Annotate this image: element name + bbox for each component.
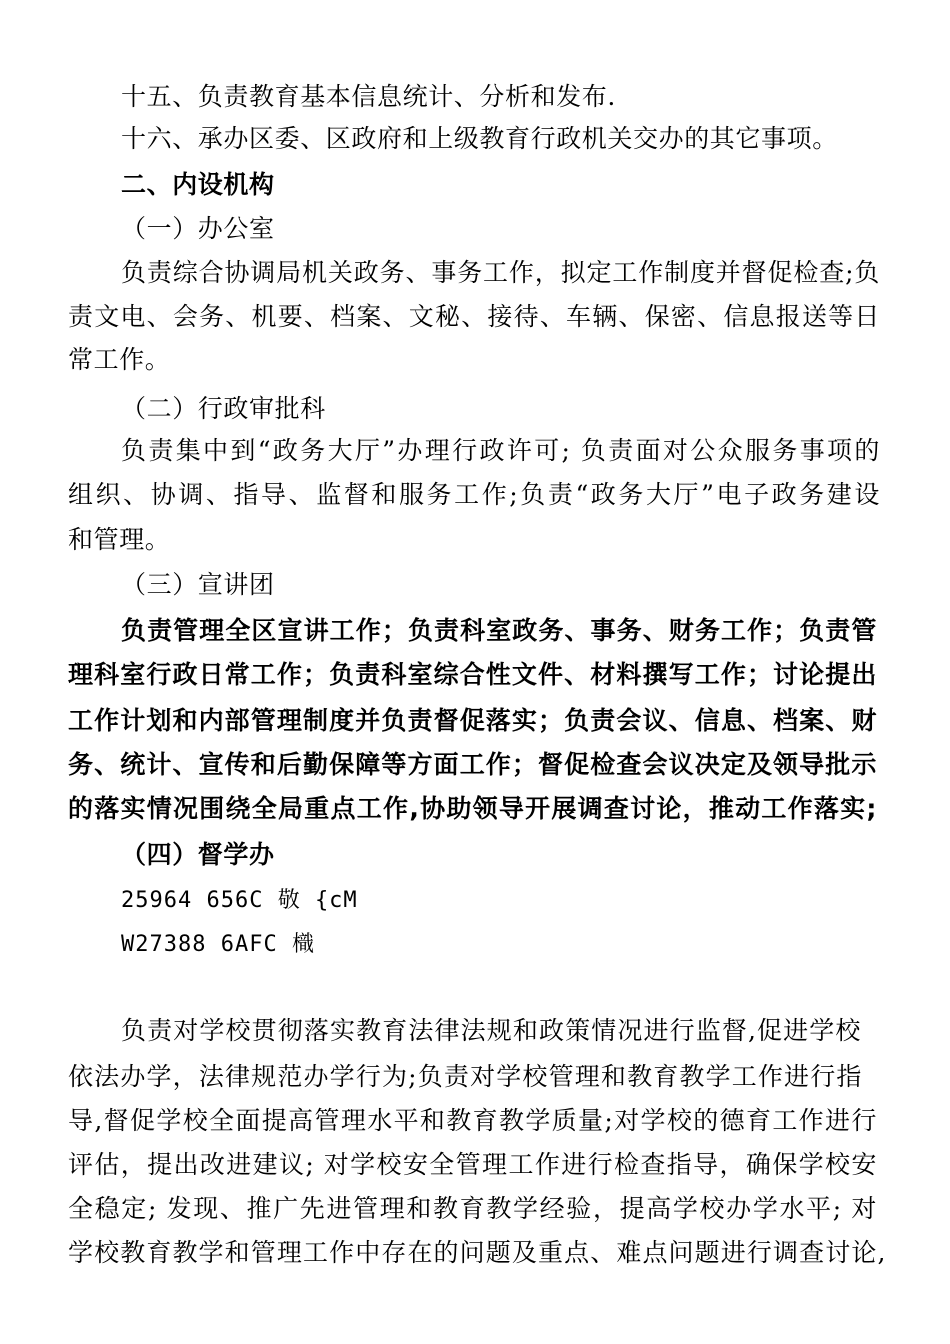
office-paragraph-line-1: 负责综合协调局机关政务、事务工作，拟定工作制度并督促检查;负 xyxy=(121,258,880,287)
approval-paragraph-line-3: 和管理。 xyxy=(68,525,171,554)
subheading-education-supervision: （四）督学办 xyxy=(121,840,275,869)
approval-paragraph-line-1: 负责集中到“政务大厅”办理行政许可; 负责面对公众服务事项的 xyxy=(121,436,880,465)
office-paragraph-line-3: 常工作。 xyxy=(68,345,171,374)
subheading-lecture-group: （三）宣讲团 xyxy=(121,570,275,599)
supervision-paragraph-line-2: 依法办学，法律规范办学行为;负责对学校管理和教育教学工作进行指 xyxy=(68,1062,862,1091)
supervision-paragraph-line-3: 导,督促学校全面提高管理水平和教育教学质量;对学校的德育工作进行 xyxy=(68,1106,877,1135)
lecture-paragraph-line-4: 务、统计、宣传和后勤保障等方面工作；督促检查会议决定及领导批示 xyxy=(68,750,877,779)
approval-paragraph-line-2: 组织、协调、指导、监督和服务工作;负责“政务大厅”电子政务建设 xyxy=(68,480,880,509)
section-heading-internal-institutions: 二、内设机构 xyxy=(121,170,275,199)
supervision-paragraph-line-4: 评估，提出改进建议; 对学校安全管理工作进行检查指导，确保学校安 xyxy=(68,1150,877,1179)
lecture-paragraph-line-1: 负责管理全区宣讲工作；负责科室政务、事务、财务工作；负责管 xyxy=(121,616,877,645)
item-15-line: 十五、负责教育基本信息统计、分析和发布. xyxy=(121,82,616,111)
code-line-2: W27388 6AFC 樴 xyxy=(121,932,315,957)
code-line-1: 25964 656C 敬 {cM xyxy=(121,888,358,913)
supervision-paragraph-line-5: 全稳定; 发现、推广先进管理和教育教学经验，提高学校办学水平; 对 xyxy=(68,1194,877,1223)
item-16-line: 十六、承办区委、区政府和上级教育行政机关交办的其它事项。 xyxy=(121,124,838,153)
supervision-paragraph-line-1: 负责对学校贯彻落实教育法律法规和政策情况进行监督,促进学校 xyxy=(121,1016,861,1045)
subheading-office: （一）办公室 xyxy=(121,214,275,243)
lecture-paragraph-line-3: 工作计划和内部管理制度并负责督促落实；负责会议、信息、档案、财 xyxy=(68,706,877,735)
supervision-paragraph-line-6: 学校教育教学和管理工作中存在的问题及重点、难点问题进行调查讨论, xyxy=(68,1238,886,1267)
office-paragraph-line-2: 责文电、会务、机要、档案、文秘、接待、车辆、保密、信息报送等日 xyxy=(68,302,880,331)
lecture-paragraph-line-2: 理科室行政日常工作；负责科室综合性文件、材料撰写工作；讨论提出 xyxy=(68,660,877,689)
subheading-administrative-approval: （二）行政审批科 xyxy=(121,394,326,423)
lecture-paragraph-line-5: 的落实情况围绕全局重点工作,协助领导开展调查讨论，推动工作落实; xyxy=(68,794,877,823)
